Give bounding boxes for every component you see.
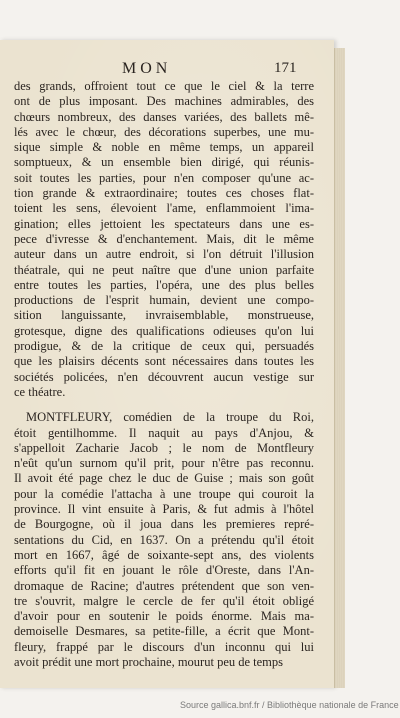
- text-line: de Bourgogne, où il joua dans les premieres repré-: [14, 517, 314, 532]
- text-line: efforts qu'il fit en jouant le rôle d'Oreste, dans l'An-: [14, 563, 314, 578]
- text-line: s'appelloit Zacharie Jacob ; le nom de Montfleury: [14, 440, 314, 455]
- text-line: n'eût qu'un surnom qu'il prit, pour n'être pas reconnu.: [14, 456, 314, 471]
- text-line: pour la comédie l'attacha à une troupe qui couroit la: [14, 486, 314, 501]
- text-line: demoiselle Desmares, sa petite-fille, a écrit que Mont-: [14, 624, 314, 639]
- text-line: MONTFLEURY, comédien de la troupe du Roi,: [26, 410, 314, 425]
- text-line: ce théatre.: [14, 384, 66, 399]
- text-line: somptueux, & un ensemble bien dirigé, qui réunis-: [14, 155, 314, 170]
- running-head: MON: [122, 60, 172, 77]
- text-line: sition languissante, invraisemblable, monstrueuse,: [14, 308, 314, 323]
- page-number: 171: [274, 60, 297, 76]
- text-line: que les plaisirs décents sont nécessaires dans toutes les: [14, 354, 314, 369]
- text-line: entre toutes les parties, l'opéra, une des plus belles: [14, 277, 314, 292]
- text-line: productions de l'esprit humain, devient une compo-: [14, 293, 314, 308]
- text-line: d'avoir pour en soutenir le poids énorme. Mais ma-: [14, 609, 314, 624]
- text-line: théatrale, qui ne peut naître que d'une union parfaite: [14, 262, 314, 277]
- paragraph-opera: [14, 79, 314, 400]
- text-line: Il avoit été page chez le duc de Guise ; mais son goût: [14, 471, 314, 486]
- text-line: dromaque de Racine; d'autres prétendent que son ven-: [14, 578, 314, 593]
- text-line: sique simple & noble en même temps, un appareil: [14, 140, 314, 155]
- text-line: gination; elles jettoient les spectateurs dans une es-: [14, 216, 314, 231]
- text-line: lés avec le chœur, des décorations superbes, une mu-: [14, 124, 314, 139]
- text-line: grotesque, digne des qualifications odieuses qu'on lui: [14, 323, 314, 338]
- text-line: tion grande & extraordinaire; toutes ces choses flat-: [14, 186, 314, 201]
- text-line: avoit prédit une mort prochaine, mourut peu de temps: [14, 654, 284, 669]
- text-line: sentations du Cid, en 1637. On a prétendu qu'il étoit: [14, 532, 314, 547]
- text-line: auteur dans un autre endroit, si l'on détruit l'illusion: [14, 247, 314, 262]
- text-line: sociétés policées, n'en découvrent aucun vestige sur: [14, 369, 314, 384]
- source-credit: Source gallica.bnf.fr / Bibliothèque nationale de France: [180, 700, 399, 710]
- text-line: prodigue, & de la critique de ceux qui, persuadés: [14, 339, 314, 354]
- text-line: soit toutes les parties, pour n'en composer qu'une ac-: [14, 170, 314, 185]
- text-line: province. Il vint ensuite à Paris, & fut admis à l'hôtel: [14, 502, 314, 517]
- text-block: [14, 79, 314, 670]
- text-line: chœurs nombreux, des danses variées, des ballets mê-: [14, 109, 314, 124]
- page-fore-edge: [334, 48, 345, 688]
- text-line: mort en 1667, âgé de soixante-sept ans, des violents: [14, 547, 314, 562]
- text-line: ont de plus imposant. Des machines admirables, des: [14, 94, 314, 109]
- text-line: des grands, offroient tout ce que le ciel & la terre: [14, 79, 314, 93]
- text-line: étoit gentilhomme. Il naquit au pays d'Anjou, &: [14, 425, 314, 440]
- text-line: toient les sens, élevoient l'ame, enflammoient l'ima-: [14, 201, 314, 216]
- text-line: pece d'ivresse & d'enchantement. Mais, dit le même: [14, 231, 314, 246]
- paragraph-montfleury: [14, 410, 314, 670]
- text-line: fleury, frappé par le discours d'un inconnu qui lui: [14, 639, 314, 654]
- text-line: tre s'ouvrit, malgre le cercle de fer qu'il étoit obligé: [14, 593, 314, 608]
- page-header: [0, 60, 334, 80]
